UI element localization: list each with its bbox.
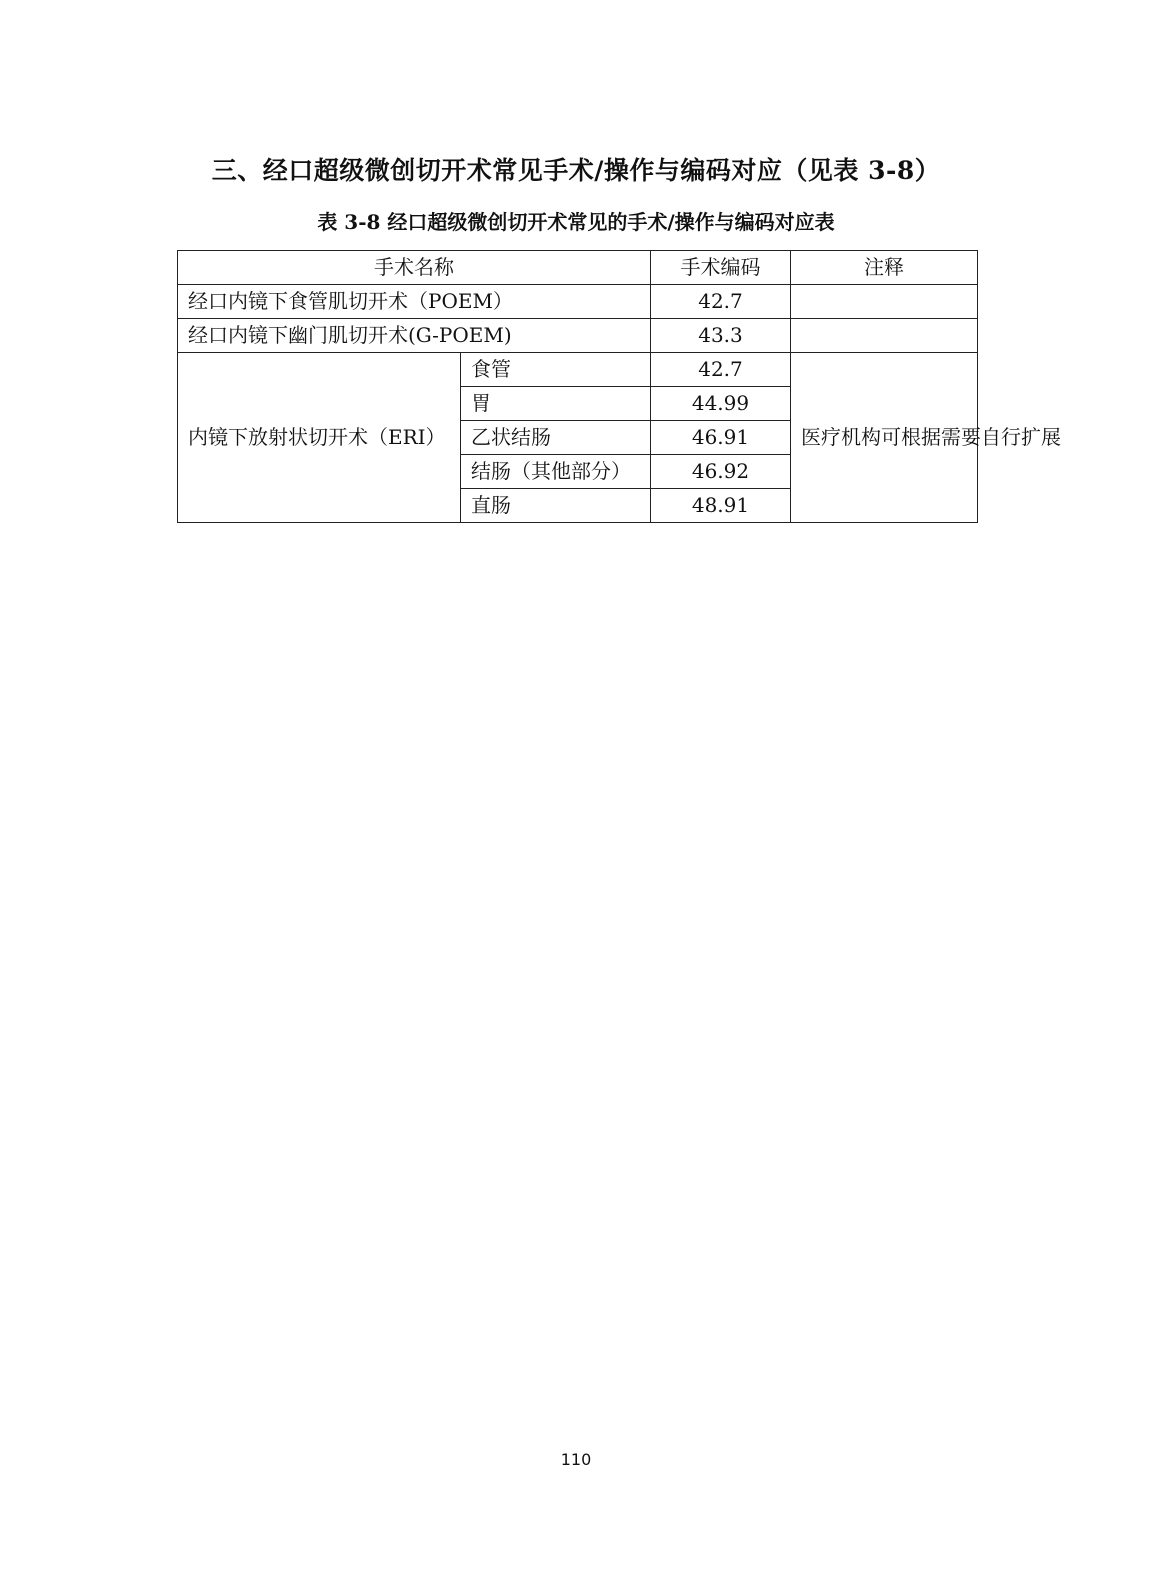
group-procedure-name-cell: 内镜下放射状切开术（ERI）: [178, 353, 461, 523]
procedure-code-cell: 46.91: [651, 421, 791, 455]
procedure-code-cell: 42.7: [651, 353, 791, 387]
table-row: [178, 319, 978, 353]
procedure-code-cell: 42.7: [651, 285, 791, 319]
header-procedure-code: 手术编码: [651, 251, 791, 285]
header-procedure-name: 手术名称: [178, 251, 651, 285]
table-row: [178, 285, 978, 319]
note-cell: [791, 285, 978, 319]
site-cell: 食管: [461, 353, 651, 387]
procedure-name-cell: 经口内镜下幽门肌切开术(G-POEM): [178, 319, 651, 353]
procedure-code-cell: 46.92: [651, 455, 791, 489]
site-cell: 胃: [461, 387, 651, 421]
note-cell: [791, 319, 978, 353]
site-cell: 直肠: [461, 489, 651, 523]
procedure-name-cell: 经口内镜下食管肌切开术（POEM）: [178, 285, 651, 319]
group-note-cell: 医疗机构可根据需要自行扩展: [791, 353, 978, 523]
table-header-row: [178, 251, 978, 285]
site-cell: 结肠（其他部分）: [461, 455, 651, 489]
site-cell: 乙状结肠: [461, 421, 651, 455]
header-note: 注释: [791, 251, 978, 285]
page-number: 110: [560, 1450, 592, 1469]
section-heading: 三、经口超级微创切开术常见手术/操作与编码对应（见表 3-8）: [211, 156, 941, 185]
procedure-code-cell: 44.99: [651, 387, 791, 421]
procedure-code-table: [177, 250, 1061, 523]
table-caption: 表 3-8 经口超级微创切开术常见的手术/操作与编码对应表: [317, 210, 835, 234]
procedure-code-cell: 43.3: [651, 319, 791, 353]
procedure-code-cell: 48.91: [651, 489, 791, 523]
table-row: [178, 353, 978, 387]
